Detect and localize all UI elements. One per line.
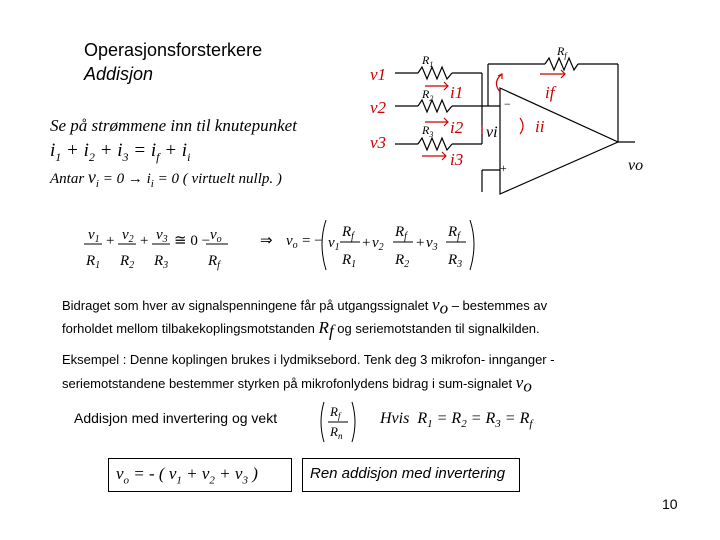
page-subtitle: Addisjon	[84, 64, 154, 84]
svg-text:v3: $v_3$	[156, 227, 168, 245]
paragraph-line-1: Bidraget som hver av signalspenningene får på utgangssignalet $v_o$ – bestemmes av	[62, 295, 548, 318]
page-number: 10	[662, 496, 678, 512]
svg-text:+: +	[106, 233, 115, 249]
result-label: Ren addisjon med invertering	[310, 465, 506, 482]
example-line-2: seriemotstandene bestemmer styrken på mikrofonlydens bidrag i sum-signalet $v_o$	[62, 373, 532, 396]
svg-text:+: +	[140, 233, 149, 249]
vo-label: vo	[628, 157, 644, 174]
weighted-addition-label: Addisjon med invertering og vekt	[74, 410, 278, 426]
rf-label: $R_f$	[557, 44, 567, 60]
svg-text:+: +	[362, 235, 371, 251]
svg-text:v2: $v_2$	[372, 235, 384, 253]
page-title: Operasjonsforsterkere	[84, 40, 263, 60]
ii-label: ii	[535, 117, 545, 136]
svg-text:= −: = −	[302, 233, 323, 249]
svg-text:R3: $R_3$	[448, 252, 463, 270]
svg-text:v1: $v_1$	[88, 227, 100, 245]
i1-label: i1	[450, 83, 464, 102]
assumption-text: Antar $v_i = 0 \to i_i = 0$ ( virtuelt nullp. )	[50, 167, 282, 190]
i2-label: i2	[450, 118, 464, 137]
v2-label: v2	[370, 98, 387, 117]
weight-fraction	[316, 398, 360, 446]
svg-text:⇒: ⇒	[260, 233, 273, 249]
r3-label: $R_3$	[422, 123, 434, 139]
svg-text:R1: $R_1$	[86, 253, 101, 271]
svg-text:v1: $v_1$	[328, 235, 340, 253]
svg-text:R1: $R_1$	[342, 252, 357, 270]
svg-text:R3: $R_3$	[154, 253, 169, 271]
svg-text:Rn: $R_n$	[330, 424, 343, 441]
svg-text:+: +	[416, 235, 425, 251]
svg-text:Rf: $R_f$	[330, 404, 341, 421]
i3-label: i3	[450, 150, 464, 169]
plus-terminal: +	[500, 161, 507, 175]
v3-label: v3	[370, 133, 387, 152]
r2-label: $R_2$	[422, 87, 434, 103]
intro-text: Se på strømmene inn til knutepunket	[50, 116, 297, 135]
node-equation: $i_1 + i_2 + i_3 = i_f + i_i$	[50, 140, 191, 164]
r1-label: $R_1$	[422, 53, 434, 69]
svg-text:≅ 0 −: ≅ 0 −	[174, 233, 211, 249]
svg-text:vo: $v_o$	[286, 233, 298, 251]
svg-text:Rf: $R_f$	[208, 253, 220, 271]
svg-text:R2: $R_2$	[395, 252, 410, 270]
if-label: if	[545, 83, 555, 102]
result-equation: $v_o$ = - ( $v_1 + v_2 + v_3$ )	[116, 464, 258, 487]
summing-formula	[80, 214, 480, 276]
vi-label: vi	[486, 124, 498, 141]
example-line-1: Eksempel : Denne koplingen brukes i lydmiksebord. Tenk deg 3 mikrofon- innganger -	[62, 352, 555, 367]
svg-text:Rf: $R_f$	[448, 224, 460, 242]
svg-text:R2: $R_2$	[120, 253, 135, 271]
paragraph-line-2: forholdet mellom tilbakekoplingsmotstanden $R_f$ og seriemotstanden til signalkilden.	[62, 318, 540, 341]
minus-terminal: −	[504, 97, 511, 111]
svg-text:v2: $v_2$	[122, 227, 134, 245]
svg-text:Rf: $R_f$	[342, 224, 354, 242]
summing-amplifier-circuit	[360, 42, 690, 212]
v1-label: v1	[370, 65, 387, 84]
svg-text:Rf: $R_f$	[395, 224, 407, 242]
svg-text:vo: $v_o$	[210, 227, 222, 245]
condition-text: Hvis $R_1 = R_2 = R_3 = R_f$	[380, 410, 533, 431]
svg-text:v3: $v_3$	[426, 235, 438, 253]
